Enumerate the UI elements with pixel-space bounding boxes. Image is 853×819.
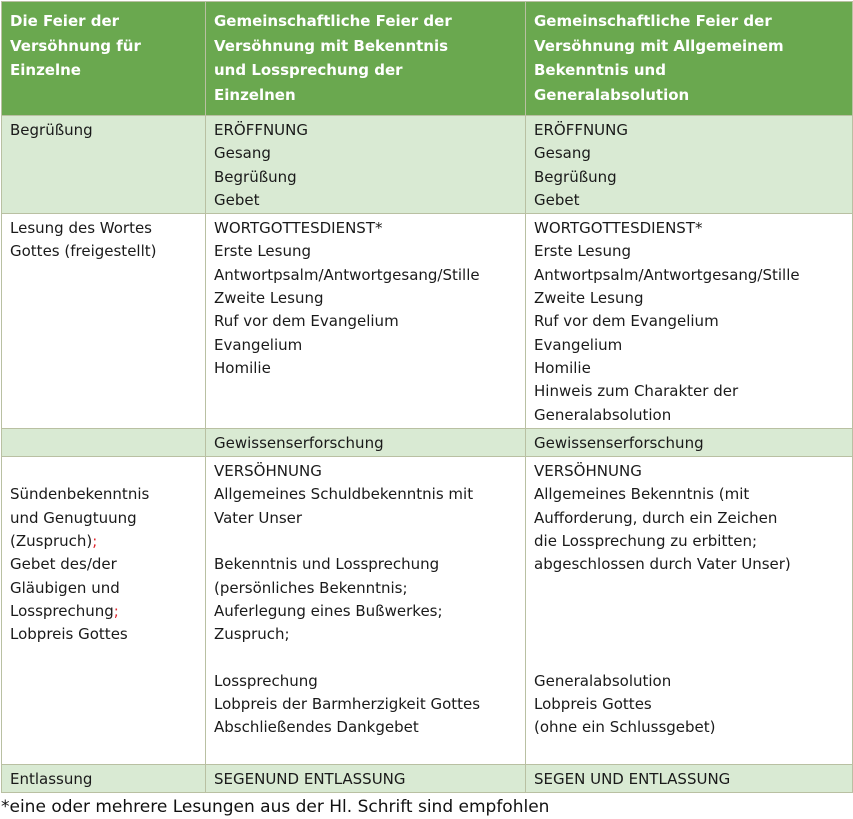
cell-line: Begrüßung xyxy=(214,167,297,186)
cell-line: Vater Unser xyxy=(214,508,303,527)
cell-line xyxy=(534,647,848,670)
cell-line: Erste Lesung xyxy=(534,242,632,261)
column-header-3 xyxy=(526,2,853,116)
cell-line xyxy=(534,577,848,600)
table-cell xyxy=(2,428,206,456)
cell-line: Gesang xyxy=(534,144,591,163)
cell-line: Hinweis zum Charakter der xyxy=(534,382,739,401)
cell-line: die Lossprechung zu erbitten; xyxy=(534,532,758,551)
cell-line: Gemeinschaftliche Feier der xyxy=(214,12,452,30)
cell-line xyxy=(10,432,201,455)
cell-line: Gebet xyxy=(214,190,260,209)
cell-line: (ohne ein Schlussgebet) xyxy=(534,718,716,737)
cell-line: Gesang xyxy=(214,144,271,163)
cell-line: Lesung des Wortes xyxy=(10,219,152,238)
cell-line: Bekenntnis und xyxy=(534,61,666,79)
cell-line: und Lossprechung der xyxy=(214,61,403,79)
cell-line: (persönliches Bekenntnis; xyxy=(214,578,408,597)
cell-line xyxy=(214,647,521,670)
table-cell xyxy=(526,428,853,456)
column-header-1 xyxy=(2,2,206,116)
cell-line: Aufforderung, durch ein Zeichen xyxy=(534,508,778,527)
cell-line: Evangelium xyxy=(534,335,623,354)
cell-line: WORTGOTTESDIENST* xyxy=(534,219,703,238)
cell-line: SEGEN UND ENTLASSUNG xyxy=(534,770,731,789)
cell-line: Bekenntnis und Lossprechung xyxy=(214,555,440,574)
table-cell xyxy=(206,214,526,429)
cell-line: Versöhnung mit Allgemeinem xyxy=(534,36,784,55)
cell-line: Lobpreis Gottes xyxy=(534,695,652,714)
table-row xyxy=(2,765,853,793)
cell-line: Die Feier der xyxy=(10,12,120,30)
cell-line: Zuspruch; xyxy=(214,625,290,644)
cell-line: Einzelnen xyxy=(214,85,296,104)
cell-line: Entlassung xyxy=(10,770,93,789)
table-cell xyxy=(526,116,853,214)
cell-line: Abschließendes Dankgebet xyxy=(214,718,419,737)
column-header-2 xyxy=(206,2,526,116)
cell-line: Generalabsolution xyxy=(534,405,672,424)
table-cell xyxy=(526,765,853,793)
cell-line: WORTGOTTESDIENST* xyxy=(214,219,383,238)
cell-line: Gebet xyxy=(534,190,580,209)
cell-line: Ruf vor dem Evangelium xyxy=(534,312,719,331)
cell-line: Auferlegung eines Bußwerkes; xyxy=(214,601,443,620)
cell-line xyxy=(534,623,848,646)
cell-line: Zweite Lesung xyxy=(534,289,644,308)
table-cell xyxy=(206,116,526,214)
cell-line: Begrüßung xyxy=(534,167,617,186)
table-cell xyxy=(2,116,206,214)
cell-line: ERÖFFNUNG xyxy=(534,121,629,139)
table-cell xyxy=(2,457,206,765)
cell-line: und Genugtuung xyxy=(10,508,137,527)
cell-line: Zweite Lesung xyxy=(214,289,324,308)
cell-line: Gemeinschaftliche Feier der xyxy=(534,12,772,30)
cell-line: Sündenbekenntnis xyxy=(10,485,150,504)
table-cell xyxy=(206,765,526,793)
cell-line: Versöhnung mit Bekenntnis xyxy=(214,36,449,55)
cell-line: Erste Lesung xyxy=(214,242,312,261)
cell-line: Antwortpsalm/Antwortgesang/Stille xyxy=(214,265,480,284)
cell-line: Allgemeines Bekenntnis (mit xyxy=(534,485,750,504)
table-row xyxy=(2,116,853,214)
cell-line: VERSÖHNUNG xyxy=(534,462,642,481)
cell-line: Lobpreis Gottes xyxy=(10,625,128,644)
cell-line: Lossprechung; xyxy=(10,601,119,620)
cell-line: Evangelium xyxy=(214,335,303,354)
cell-line: Versöhnung für xyxy=(10,36,141,55)
cell-line: Generalabsolution xyxy=(534,85,690,104)
cell-line: VERSÖHNUNG xyxy=(214,462,322,481)
cell-line xyxy=(534,600,848,623)
table-cell xyxy=(526,457,853,765)
red-semicolon: ; xyxy=(92,532,98,551)
cell-line: Antwortpsalm/Antwortgesang/Stille xyxy=(534,265,800,284)
table-row xyxy=(2,214,853,429)
cell-line: Allgemeines Schuldbekenntnis mit xyxy=(214,485,474,504)
cell-line: (Zuspruch); xyxy=(10,532,98,551)
cell-line: Gläubigen und xyxy=(10,578,120,597)
table-cell xyxy=(526,214,853,429)
cell-line: Einzelne xyxy=(10,61,81,79)
cell-line: Homilie xyxy=(214,358,271,377)
table-row xyxy=(2,428,853,456)
cell-line: Generalabsolution xyxy=(534,671,672,690)
red-semicolon: ; xyxy=(113,601,119,620)
comparison-table xyxy=(1,1,853,793)
table-cell xyxy=(206,428,526,456)
cell-line: Ruf vor dem Evangelium xyxy=(214,312,399,331)
cell-line: Gottes (freigestellt) xyxy=(10,242,157,261)
cell-line: Lobpreis der Barmherzigkeit Gottes xyxy=(214,695,481,714)
cell-line xyxy=(214,530,521,553)
table-cell xyxy=(2,765,206,793)
cell-line: ERÖFFNUNG xyxy=(214,121,309,139)
footnote: *eine oder mehrere Lesungen aus der Hl. Schrift sind empfohlen xyxy=(1,797,550,818)
table-cell xyxy=(206,457,526,765)
cell-line: Homilie xyxy=(534,358,591,377)
cell-line: abgeschlossen durch Vater Unser) xyxy=(534,555,791,574)
cell-line: Gewissenserforschung xyxy=(534,433,704,452)
cell-line: Gebet des/der xyxy=(10,555,117,574)
cell-line: Lossprechung xyxy=(214,671,318,690)
cell-line: Gewissenserforschung xyxy=(214,433,384,452)
table-cell xyxy=(2,214,206,429)
cell-line xyxy=(10,460,201,483)
table-row xyxy=(2,457,853,765)
cell-line: Begrüßung xyxy=(10,121,93,139)
table-header-row xyxy=(2,2,853,116)
cell-line: SEGENUND ENTLASSUNG xyxy=(214,770,406,789)
cell-line xyxy=(214,740,521,763)
